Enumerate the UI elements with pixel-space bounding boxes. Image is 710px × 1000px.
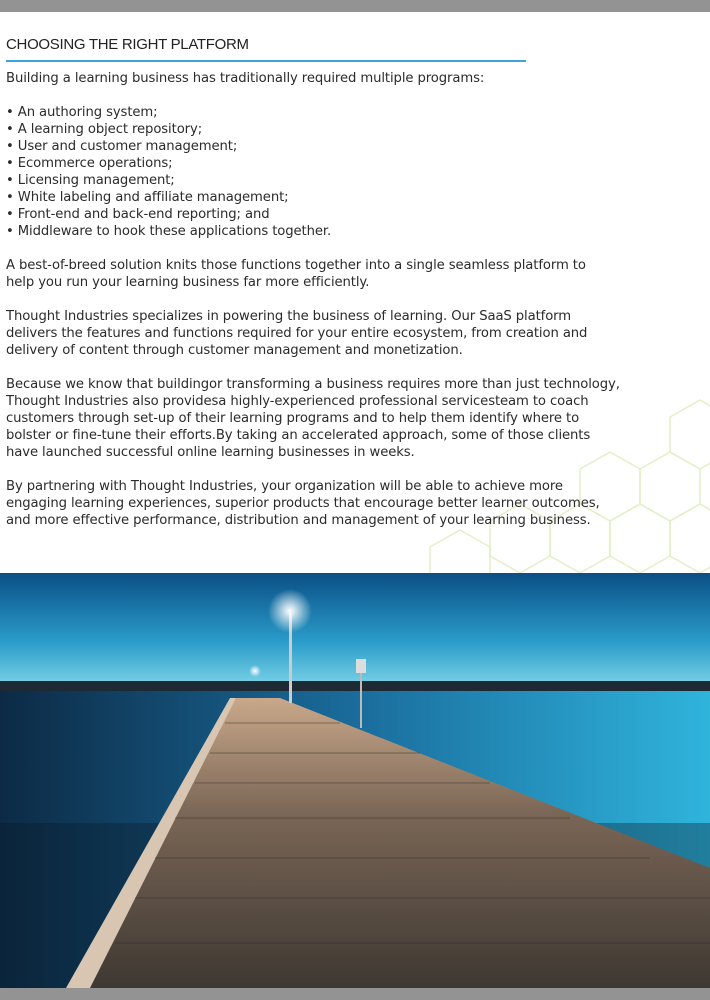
text-line: Thought Industries specializes in powering the business of learning. Our SaaS platform: [6, 309, 572, 324]
program-list: [6, 104, 620, 240]
text-line: help you run your learning business far more efficiently.: [6, 275, 370, 290]
paragraph-partnering: [6, 478, 620, 529]
list-item: • Front-end and back-end reporting; and: [6, 207, 270, 222]
list-item: • Ecommerce operations;: [6, 156, 173, 171]
text-line: delivers the features and functions required for your entire ecosystem, from creation and: [6, 326, 588, 341]
paragraph-best-of-breed: [6, 257, 620, 291]
body-text: [6, 70, 620, 529]
text-line: bolster or fine-tune their efforts.By taking an accelerated approach, some of those clients: [6, 428, 591, 443]
list-item: • White labeling and affiliate management;: [6, 190, 289, 205]
list-item: • An authoring system;: [6, 105, 158, 120]
list-item: • A learning object repository;: [6, 122, 203, 137]
paragraph-services: [6, 376, 620, 461]
list-item: • User and customer management;: [6, 139, 238, 154]
title-underline: [6, 60, 526, 62]
list-item: • Middleware to hook these applications together.: [6, 224, 332, 239]
paragraph-specializes: [6, 308, 620, 359]
text-line: Thought Industries also providesa highly-experienced professional servicesteam to coach: [6, 394, 589, 409]
text-line: A best-of-breed solution knits those functions together into a single seamless platform to: [6, 258, 586, 273]
text-line: have launched successful online learning businesses in weeks.: [6, 445, 415, 460]
text-line: Because we know that buildingor transforming a business requires more than just technology,: [6, 377, 620, 392]
pier-photo: [0, 573, 710, 988]
intro-paragraph: Building a learning business has traditionally required multiple programs:: [6, 71, 485, 86]
text-line: delivery of content through customer management and monetization.: [6, 343, 463, 358]
text-line: and more effective performance, distribution and management of your learning business.: [6, 513, 591, 528]
top-bar: [0, 0, 710, 12]
text-line: engaging learning experiences, superior products that encourage better learner outcomes,: [6, 496, 600, 511]
text-line: By partnering with Thought Industries, your organization will be able to achieve more: [6, 479, 563, 494]
bottom-bar: [0, 988, 710, 1000]
text-line: customers through set-up of their learning programs and to help them identify where to: [6, 411, 580, 426]
list-item: • Licensing management;: [6, 173, 175, 188]
page-title: CHOOSING THE RIGHT PLATFORM: [6, 36, 249, 53]
